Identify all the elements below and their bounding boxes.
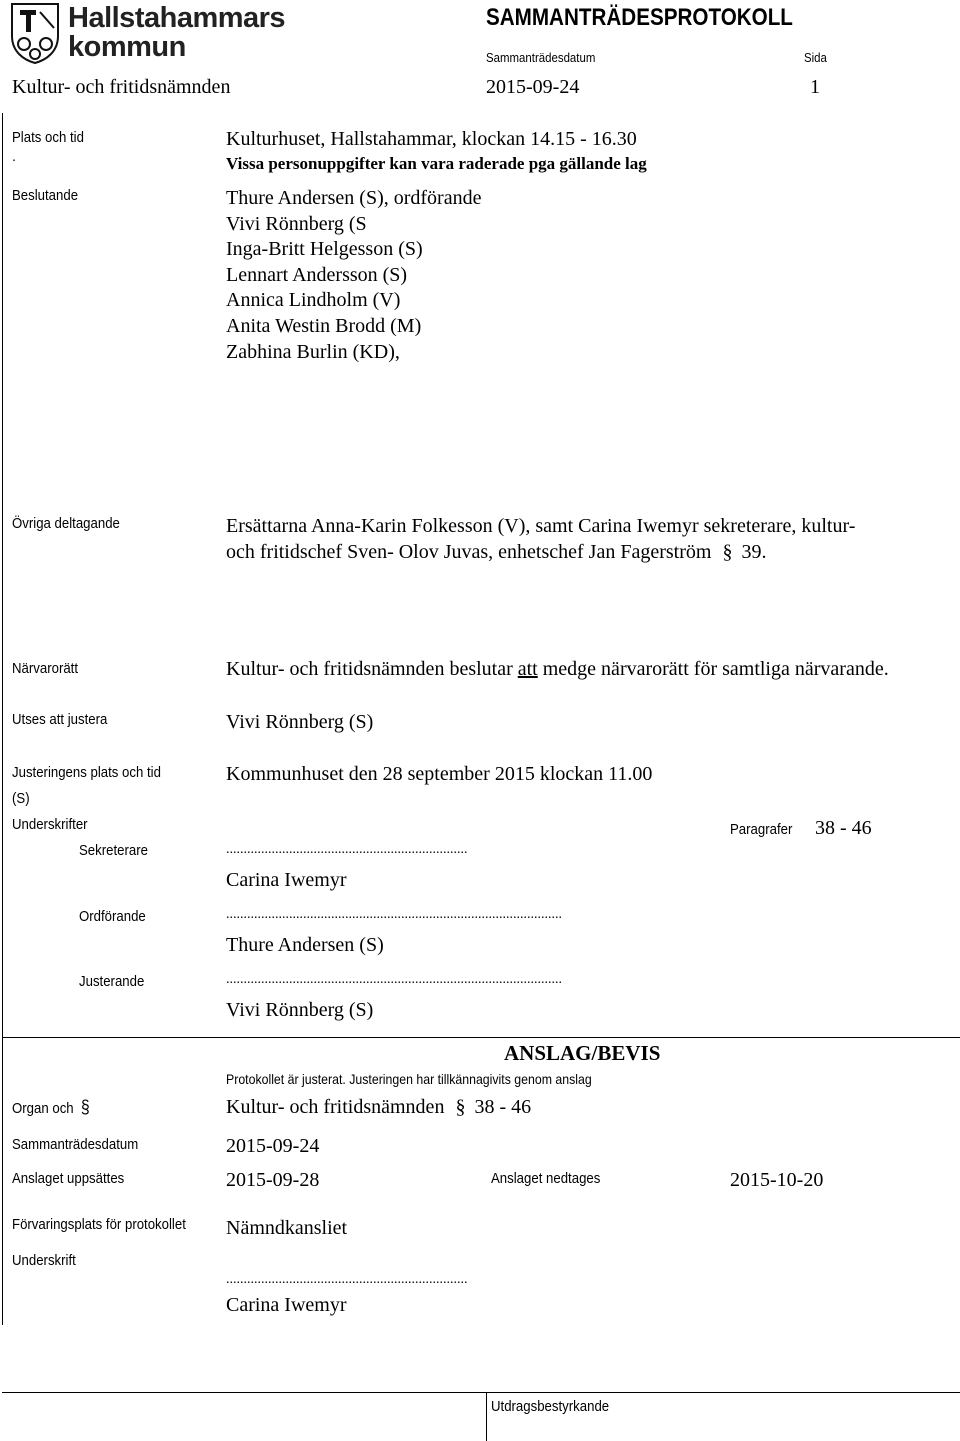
other-line-2-wrap [226,541,766,564]
organ-label: Organ och [12,1100,74,1117]
paragraph-number: 39. [741,541,767,563]
presence-text-pre: Kultur- och fritidsnämnden beslutar [226,658,518,680]
certification-label: Utdragsbestyrkande [491,1398,610,1415]
notice-date-value: 2015-09-24 [226,1135,320,1157]
organ-value-wrap [226,1096,531,1119]
footer-line [2,1392,960,1393]
secretary-label: Sekreterare [79,842,148,859]
notice-subtitle: Protokollet är justerat. Justeringen har tillkännagivits genom anslag [226,1071,592,1087]
signing-adjuster-label: Justerande [79,973,145,990]
municipality-logo [10,2,286,66]
notice-signature-line: ..................................................................... [226,1272,468,1287]
storage-value: Nämndkansliet [226,1217,348,1239]
place-label: Plats och tid [12,129,84,146]
other-label: Övriga deltagande [12,515,120,532]
left-border [2,113,3,1325]
paragraph-sign: § [722,541,733,563]
organ-paragraph-sign: § [80,1097,90,1117]
adjustment-value: Kommunhuset den 28 september 2015 klockan 11.00 [226,763,653,785]
logo-line-1: Hallstahammars [68,2,286,34]
member-item: Zabhina Burlin (KD), [226,340,400,363]
place-dot: . [12,148,16,164]
other-line-1: Ersättarna Anna-Karin Folkesson (V), samt Carina Iwemyr sekreterare, kultur- [226,515,856,537]
presence-text-underlined: att [517,658,538,680]
notice-date-label: Sammanträdesdatum [12,1136,139,1153]
date-label: Sammanträdesdatum [486,50,596,65]
signing-adjuster-signature-line: ................................................................................................ [226,972,562,987]
presence-text [226,658,889,681]
notice-title: ANSLAG/BEVIS [504,1041,661,1065]
deciding-label: Beslutande [12,187,79,204]
coat-of-arms-icon [10,2,60,64]
posted-label: Anslaget uppsättes [12,1170,125,1187]
signatures-label: Underskrifter [12,816,88,833]
member-item: Vivi Rönnberg (S [226,212,367,235]
paragraphs-value: 38 - 46 [815,817,872,839]
adjustment-label-suffix: (S) [12,790,30,807]
storage-label: Förvaringsplats för protokollet [12,1216,186,1233]
footer-divider [486,1392,487,1441]
adjuster-value: Vivi Rönnberg (S) [226,711,374,733]
presence-label: Närvarorätt [12,660,79,677]
meeting-date: 2015-09-24 [486,76,580,98]
member-item: Annica Lindholm (V) [226,289,401,312]
divider-signatures [2,1037,960,1038]
adjuster-label: Utses att justera [12,711,108,728]
notice-signature-name: Carina Iwemyr [226,1294,347,1316]
page-label: Sida [804,50,827,65]
organ-paragraphs: 38 - 46 [474,1096,532,1118]
signing-adjuster-name: Vivi Rönnberg (S) [226,999,374,1021]
place-value: Kulturhuset, Hallstahammar, klockan 14.15 - 16.30 [226,128,637,150]
member-item: Thure Andersen (S), ordförande [226,187,482,209]
secretary-name: Carina Iwemyr [226,869,347,891]
presence-text-post: medge närvarorätt för samtliga närvarande. [537,658,889,680]
other-line-2: och fritidschef Sven- Olov Juvas, enhetschef Jan Fagerström [226,541,712,563]
page-number: 1 [810,76,820,98]
secretary-signature-line: ..................................................................... [226,842,468,857]
chair-name: Thure Andersen (S) [226,934,384,956]
logo-line-2: kommun [68,31,186,63]
member-item: Anita Westin Brodd (M) [226,314,422,337]
posted-date: 2015-09-28 [226,1169,320,1191]
chair-label: Ordförande [79,908,146,925]
member-item: Inga-Britt Helgesson (S) [226,238,423,261]
paragraphs-label: Paragrafer [730,821,793,838]
organ-para-sign: § [455,1096,466,1118]
adjustment-label: Justeringens plats och tid [12,764,161,781]
member-item: Lennart Andersson (S) [226,263,408,286]
chair-signature-line: ................................................................................................ [226,907,562,922]
removed-label: Anslaget nedtages [491,1170,601,1187]
privacy-notice: Vissa personuppgifter kan vara raderade pga gällande lag [226,154,647,173]
organ-label-wrap [12,1097,90,1118]
document-type: SAMMANTRÄDESPROTOKOLL [486,4,793,31]
member-list [226,186,481,365]
committee-name: Kultur- och fritidsnämnden [12,76,231,98]
organ-value: Kultur- och fritidsnämnden [226,1096,445,1118]
notice-signature-label: Underskrift [12,1252,76,1269]
removed-date: 2015-10-20 [730,1169,824,1191]
